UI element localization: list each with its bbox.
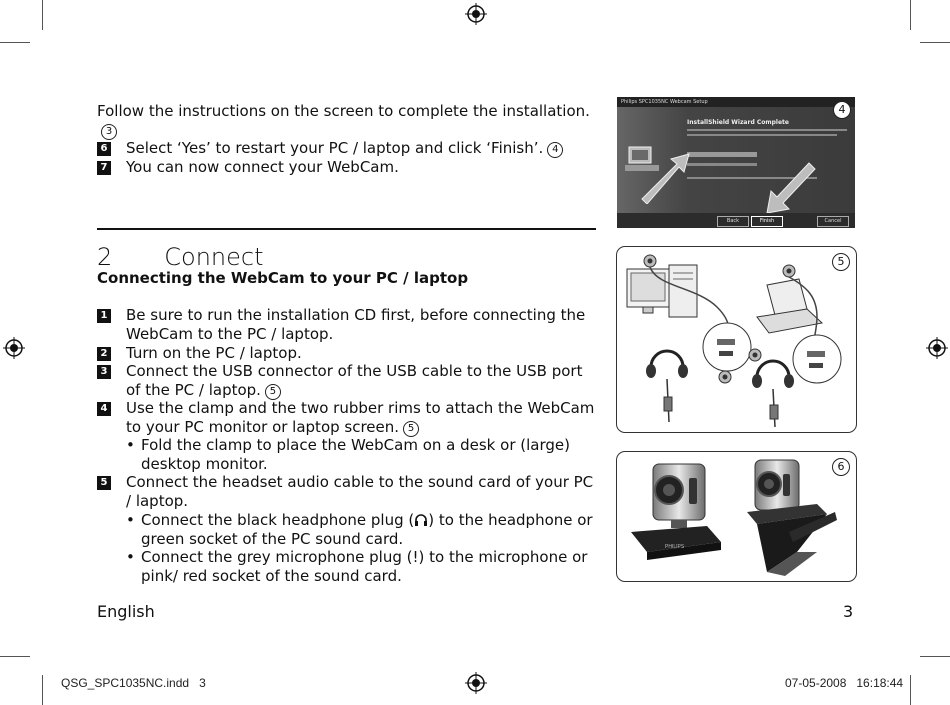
step-5: 5 Connect the headset audio cable to the sound card of your PC / laptop. [97, 473, 597, 510]
crop-mark [42, 675, 43, 705]
step-6: 6 Select ‘Yes’ to restart your PC / laptop and click ‘Finish’. 4 [97, 139, 597, 158]
crop-mark [910, 0, 911, 30]
print-file-name: QSG_SPC1035NC.indd 3 [61, 676, 206, 690]
webcam-illustration [617, 452, 856, 581]
figure-6-webcam [616, 451, 857, 582]
crop-mark [0, 42, 30, 43]
registration-mark-icon [3, 337, 25, 359]
bullet-microphone: • Connect the grey microphone plug (!) to the microphone or pink/ red socket of the sound card. [126, 548, 588, 585]
crop-mark [42, 0, 43, 30]
bullet-clamp: • Fold the clamp to place the WebCam on a desk or (large) desktop monitor. [126, 436, 570, 473]
section-subtitle: Connecting the WebCam to your PC / laptop [97, 269, 469, 287]
crop-mark [910, 675, 911, 705]
wizard-heading: InstallShield Wizard Complete [687, 119, 789, 126]
figure-ref: 5 [832, 253, 850, 271]
registration-mark-icon [465, 672, 487, 694]
page-number: 3 [843, 602, 854, 621]
figure-ref: 5 [265, 384, 281, 400]
print-date: 07-05-2008 16:18:44 [785, 676, 904, 690]
page-language: English [97, 602, 155, 621]
figure-ref: 3 [101, 124, 117, 140]
step-2: 2 Turn on the PC / laptop. [97, 344, 597, 363]
step-3: 3 Connect the USB connector of the USB cable to the USB port of the PC / laptop. 5 [97, 362, 597, 400]
figure-5-connection [616, 246, 857, 433]
finish-button[interactable]: Finish [751, 216, 783, 227]
figure-ref: 6 [832, 458, 850, 476]
section-heading: 2 Connect [97, 243, 264, 271]
registration-mark-icon [926, 337, 948, 359]
arrow-icon [747, 157, 817, 217]
bullet-headphone: • Connect the black headphone plug ( ) to the headphone or green socket of the PC sound card. [126, 511, 593, 548]
crop-mark [920, 42, 950, 43]
crop-mark [920, 656, 950, 657]
step-4: 4 Use the clamp and the two rubber rims to attach the WebCam to your PC monitor or laptop screen. 5 [97, 399, 597, 437]
step-1: 1 Be sure to run the installation CD first, before connecting the WebCam to the PC / laptop. [97, 306, 597, 343]
cancel-button[interactable]: Cancel [817, 216, 849, 227]
registration-mark-icon [465, 3, 487, 25]
intro-text: Follow the instructions on the screen to complete the installation.3 [97, 102, 597, 140]
back-button[interactable]: Back [717, 216, 749, 227]
step-7: 7 You can now connect your WebCam. [97, 158, 597, 177]
figure-4-installer [617, 97, 855, 228]
figure-ref: 4 [833, 101, 851, 119]
headphone-icon [414, 513, 428, 527]
section-divider [97, 228, 596, 230]
window-title-bar: Philips SPC1035NC Webcam Setup [617, 97, 855, 107]
brand-label: PHILIPS [665, 544, 685, 550]
figure-ref: 5 [403, 421, 419, 437]
arrow-icon [637, 149, 697, 204]
crop-mark [0, 656, 30, 657]
figure-ref: 4 [547, 142, 563, 158]
connection-illustration [617, 247, 856, 432]
